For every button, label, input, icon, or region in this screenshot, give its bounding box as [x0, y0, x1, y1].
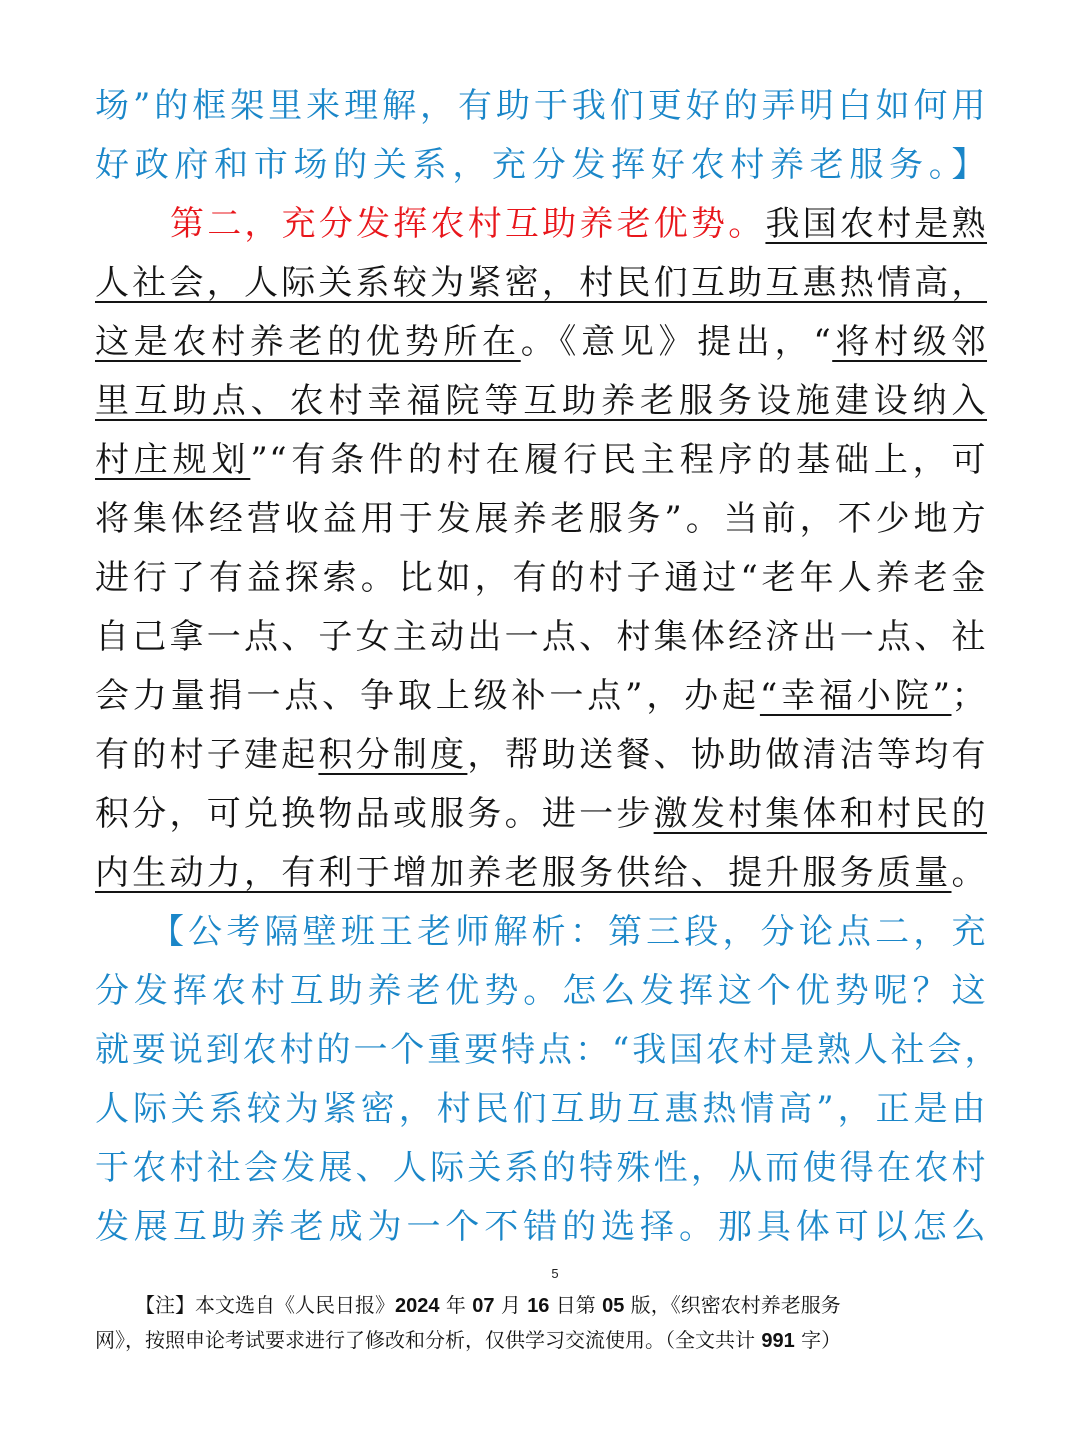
underlined-text: 里互助点、农村幸福院等互助养老服务设施建设纳入	[95, 381, 987, 421]
paragraph-line-6	[95, 377, 987, 425]
text: 有的村子建起	[95, 735, 319, 775]
underlined-text: 激发村集体和村民的	[653, 794, 988, 834]
underlined-text: 我国农村是熟	[765, 204, 988, 244]
underlined-text: “幸福小院”	[759, 676, 952, 716]
paragraph-line-7	[95, 436, 987, 484]
analysis-line-18: 人际关系较为紧密，村民们互助互惠热情高”，正是由	[95, 1089, 987, 1129]
analysis-line-1: 场”的框架里来理解，有助于我们更好的弄明白如何用	[95, 86, 987, 126]
paragraph-line-10: 自己拿一点、子女主动出一点、村集体经济出一点、社	[95, 617, 987, 657]
text: 积分，可兑换物品或服务。进一步	[95, 794, 654, 834]
text: ”“有条件的村在履行民主程序的基础上，可	[250, 440, 988, 480]
paragraph-line-5	[95, 318, 987, 366]
text: 日第	[549, 1293, 603, 1317]
analysis-line-20: 发展互助养老成为一个不错的选择。那具体可以怎么	[95, 1207, 987, 1247]
text: ；	[951, 676, 987, 716]
number: 16	[527, 1295, 550, 1317]
number: 2024	[395, 1295, 440, 1317]
underlined-text: 人社会，人际关系较为紧密，村民们互助互惠热情高，	[95, 263, 987, 303]
analysis-line-19: 于农村社会发展、人际关系的特殊性，从而使得在农村	[95, 1148, 987, 1188]
underlined-text: 村庄规划	[95, 440, 251, 480]
footnote-line-1	[135, 1290, 987, 1321]
text: 月	[494, 1293, 528, 1317]
section-heading: 第二，充分发挥农村互助养老优势。	[170, 204, 766, 244]
number: 07	[472, 1295, 495, 1317]
underlined-text: 将村级邻	[832, 322, 988, 362]
text: 。《意见》提出，“	[520, 322, 833, 362]
text: 字）	[794, 1328, 842, 1352]
paragraph-line-3	[170, 200, 987, 248]
analysis-line-15: 【公考隔壁班王老师解析：第三段，分论点二，充	[150, 912, 987, 952]
text: 年	[439, 1293, 473, 1317]
text: 版，《织密农村养老服务	[624, 1293, 841, 1317]
paragraph-line-4	[95, 259, 987, 307]
paragraph-line-12	[95, 731, 987, 779]
number: 05	[602, 1295, 625, 1317]
footnote-line-2	[95, 1325, 987, 1356]
text: 会力量捐一点、争取上级补一点”，办起	[95, 676, 760, 716]
underlined-text: 这是农村养老的优势所在	[95, 322, 521, 362]
paragraph-line-14	[95, 849, 987, 897]
number: 991	[761, 1330, 795, 1352]
analysis-line-16: 分发挥农村互助养老优势。怎么发挥这个优势呢？这	[95, 971, 987, 1011]
paragraph-line-8: 将集体经营收益用于发展养老服务”。当前，不少地方	[95, 499, 987, 539]
text: 【注】本文选自《人民日报》	[135, 1293, 395, 1317]
analysis-line-17: 就要说到农村的一个重要特点：“我国农村是熟人社会，	[95, 1030, 1000, 1070]
text: 网》，按照申论考试要求进行了修改和分析，仅供学习交流使用。（全文共计	[95, 1328, 762, 1352]
underlined-text: 内生动力，有利于增加养老服务供给、提升服务质量	[95, 853, 952, 893]
paragraph-line-9: 进行了有益探索。比如，有的村子通过“老年人养老金	[95, 558, 987, 598]
underlined-text: 积分制度	[318, 735, 468, 775]
page-number: 5	[551, 1266, 559, 1281]
paragraph-line-11	[95, 672, 987, 720]
analysis-line-2: 好政府和市场的关系，充分发挥好农村养老服务。】	[95, 145, 987, 185]
text: 。	[951, 853, 987, 893]
paragraph-line-13	[95, 790, 987, 838]
text: ，帮助送餐、协助做清洁等均有	[467, 735, 988, 775]
